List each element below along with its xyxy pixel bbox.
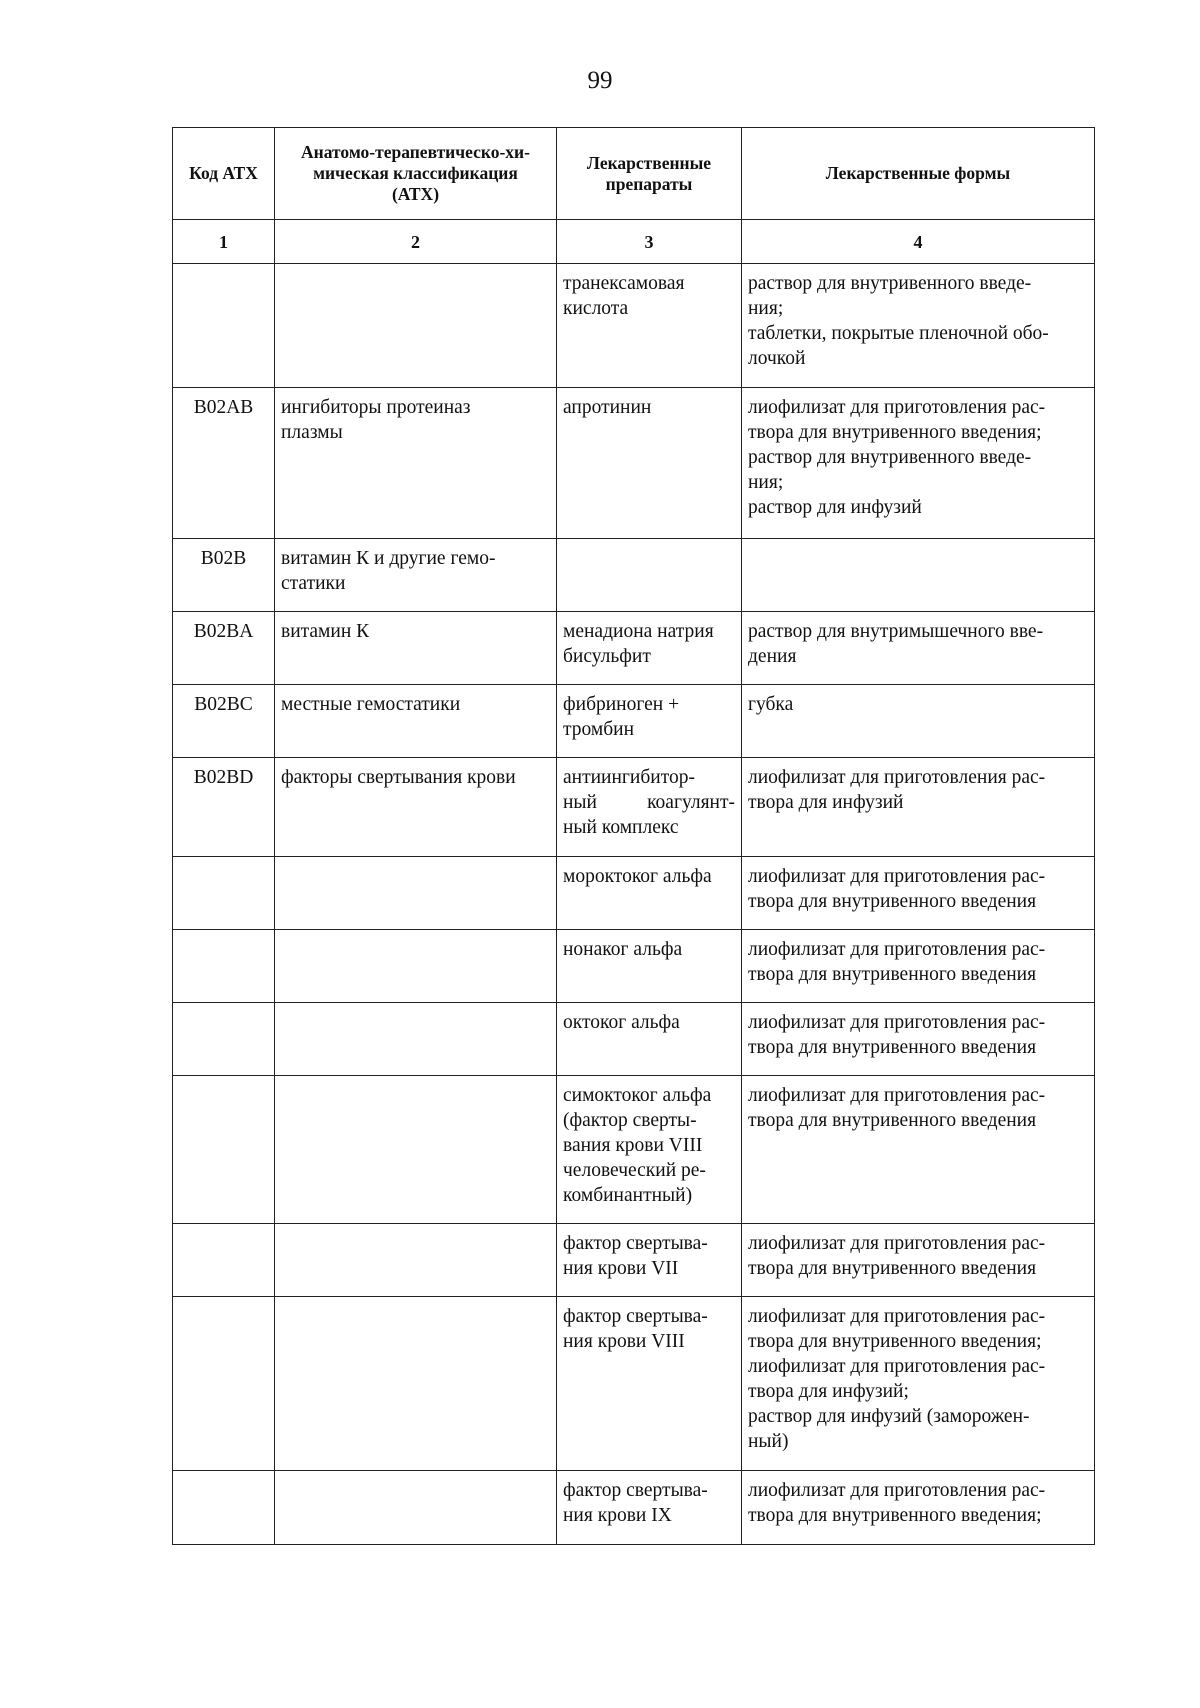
table-row (173, 1471, 1095, 1545)
header-line: препараты (605, 173, 693, 194)
table-row (173, 388, 1095, 539)
forms-line: ния; (748, 472, 784, 493)
classification-line: статики (281, 573, 346, 594)
table-row (173, 612, 1095, 685)
dosage-form-cell (742, 857, 1095, 930)
forms-line: лиофилизат для приготовления рас- (748, 1085, 1046, 1106)
forms-line: таблетки, покрытые пленочной обо- (748, 323, 1049, 344)
header-line: Лекарственные (586, 152, 712, 173)
atx-code-cell: B02BD (173, 758, 275, 857)
dosage-form-cell (742, 1224, 1095, 1297)
table-row (173, 930, 1095, 1003)
atx-code-cell (173, 857, 275, 930)
drug-cell (557, 1297, 742, 1471)
column-number-row (173, 220, 1095, 264)
drug-line: человеческий ре- (563, 1160, 706, 1181)
forms-line: ный) (748, 1431, 789, 1452)
drug-line: нонаког альфа (563, 939, 683, 960)
table-row (173, 1003, 1095, 1076)
drug-line: фибриноген + (563, 694, 680, 715)
page-number: 99 (587, 67, 613, 94)
forms-line: раствор для инфузий (748, 497, 922, 518)
atx-code-cell (173, 264, 275, 388)
dosage-form-cell (742, 388, 1095, 539)
forms-line: твора для внутривенного введения (748, 891, 1037, 912)
forms-line: губка (748, 694, 794, 715)
dosage-form-cell (742, 758, 1095, 857)
drug-cell (557, 758, 742, 857)
column-number: 1 (173, 220, 275, 264)
header-line: (АТХ) (391, 184, 440, 204)
table-row (173, 1076, 1095, 1224)
classification-cell (275, 388, 557, 539)
atx-code-cell (173, 930, 275, 1003)
classification-cell (275, 930, 557, 1003)
classification-cell (275, 1076, 557, 1224)
forms-line: твора для внутривенного введения; (748, 422, 1042, 443)
classification-line: местные гемостатики (281, 694, 461, 715)
classification-cell (275, 1224, 557, 1297)
dosage-form-cell (742, 264, 1095, 388)
drug-line: фактор свертыва- (563, 1480, 708, 1501)
table-row (173, 857, 1095, 930)
forms-line: раствор для внутривенного введе- (748, 447, 1032, 468)
drug-line: апротинин (563, 397, 652, 418)
column-number: 2 (275, 220, 557, 264)
drug-cell (557, 388, 742, 539)
classification-cell (275, 264, 557, 388)
header-line: Анатомо-терапевтическо-хи- (301, 142, 530, 162)
forms-line: твора для внутривенного введения (748, 1110, 1037, 1131)
dosage-form-cell (742, 1003, 1095, 1076)
forms-line: лиофилизат для приготовления рас- (748, 1356, 1046, 1377)
drug-cell (557, 1224, 742, 1297)
atx-code-cell (173, 1224, 275, 1297)
drug-line: тромбин (563, 719, 635, 740)
forms-line: раствор для внутривенного введе- (748, 273, 1032, 294)
table-row (173, 1297, 1095, 1471)
forms-line: лиофилизат для приготовления рас- (748, 397, 1046, 418)
dosage-form-cell (742, 1471, 1095, 1545)
atx-code-cell: B02AB (173, 388, 275, 539)
classification-cell (275, 685, 557, 758)
drug-line: (фактор сверты- (563, 1110, 697, 1131)
drug-line: бисульфит (563, 646, 651, 667)
column-number: 4 (742, 220, 1095, 264)
forms-line: лиофилизат для приготовления рас- (748, 1306, 1046, 1327)
atx-code-cell: B02B (173, 539, 275, 612)
classification-cell (275, 612, 557, 685)
drug-cell (557, 1076, 742, 1224)
table-row (173, 685, 1095, 758)
forms-line: твора для внутривенного введения (748, 1037, 1037, 1058)
dosage-form-cell (742, 685, 1095, 758)
drug-line: фактор свертыва- (563, 1233, 708, 1254)
drug-cell (557, 539, 742, 612)
forms-line: лиофилизат для приготовления рас- (748, 866, 1046, 887)
atx-code-cell (173, 1003, 275, 1076)
dosage-form-cell (742, 612, 1095, 685)
forms-line: лиофилизат для приготовления рас- (748, 1480, 1046, 1501)
forms-line: лиофилизат для приготовления рас- (748, 1233, 1046, 1254)
dosage-form-cell (742, 1076, 1095, 1224)
forms-line: лиофилизат для приготовления рас- (748, 1012, 1046, 1033)
table-row (173, 264, 1095, 388)
forms-line: лиофилизат для приготовления рас- (748, 767, 1046, 788)
forms-line: твора для инфузий; (748, 1381, 909, 1402)
drug-cell (557, 612, 742, 685)
dosage-form-cell (742, 930, 1095, 1003)
atx-classification-table (172, 127, 1095, 1545)
atx-code-cell (173, 1297, 275, 1471)
drug-line (563, 790, 735, 815)
classification-line: витамин К и другие гемо- (281, 548, 496, 569)
header-drugs (557, 128, 742, 220)
forms-line: раствор для инфузий (заморожен- (748, 1406, 1030, 1427)
forms-line: дения (748, 646, 797, 667)
drug-cell (557, 264, 742, 388)
drug-cell (557, 685, 742, 758)
classification-cell (275, 857, 557, 930)
classification-cell (275, 1297, 557, 1471)
header-atx-classification (275, 128, 557, 220)
table-row (173, 758, 1095, 857)
drug-cell (557, 1471, 742, 1545)
column-number: 3 (557, 220, 742, 264)
drug-line: ния крови VIII (563, 1331, 685, 1352)
word: коагулянт- (647, 792, 735, 813)
classification-line: ингибиторы протеиназ (281, 397, 471, 418)
classification-cell (275, 539, 557, 612)
drug-cell (557, 857, 742, 930)
forms-line: лочкой (748, 348, 806, 369)
drug-line: ния крови VII (563, 1258, 679, 1279)
forms-line: лиофилизат для приготовления рас- (748, 939, 1046, 960)
drug-line: ный комплекс (563, 817, 679, 838)
classification-line: витамин К (281, 621, 370, 642)
drug-line: транексамовая (563, 273, 685, 294)
drug-line: комбинантный) (563, 1185, 693, 1206)
dosage-form-cell (742, 1297, 1095, 1471)
table-row (173, 1224, 1095, 1297)
forms-line: твора для внутривенного введения; (748, 1505, 1042, 1526)
drug-line: фактор свертыва- (563, 1306, 708, 1327)
forms-line: твора для внутривенного введения (748, 964, 1037, 985)
word: ный (563, 792, 597, 813)
atx-code-cell: B02BC (173, 685, 275, 758)
drug-line: кислота (563, 298, 629, 319)
table-row (173, 539, 1095, 612)
header-atx-code: Код АТХ (173, 128, 275, 220)
drug-line: октоког альфа (563, 1012, 680, 1033)
atx-code-cell (173, 1076, 275, 1224)
drug-line: симоктоког альфа (563, 1085, 712, 1106)
header-line: мическая классификация (313, 163, 518, 183)
atx-code-cell: B02BA (173, 612, 275, 685)
drug-line: ния крови IX (563, 1505, 672, 1526)
classification-cell (275, 1003, 557, 1076)
drug-cell (557, 930, 742, 1003)
dosage-form-cell (742, 539, 1095, 612)
atx-code-cell (173, 1471, 275, 1545)
drug-line: менадиона натрия (563, 621, 714, 642)
drug-line: антиингибитор- (563, 767, 695, 788)
drug-cell (557, 1003, 742, 1076)
forms-line: раствор для внутримышечного вве- (748, 621, 1044, 642)
table-header-row (173, 128, 1095, 220)
forms-line: твора для внутривенного введения (748, 1258, 1037, 1279)
classification-line: факторы свертывания крови (281, 767, 516, 788)
forms-line: твора для внутривенного введения; (748, 1331, 1042, 1352)
classification-cell (275, 758, 557, 857)
drug-line: вания крови VIII (563, 1135, 703, 1156)
forms-line: твора для инфузий (748, 792, 904, 813)
classification-line: плазмы (281, 422, 343, 443)
classification-cell (275, 1471, 557, 1545)
drug-line: мороктоког альфа (563, 866, 712, 887)
forms-line: ния; (748, 298, 784, 319)
header-dosage-forms: Лекарственные формы (742, 128, 1095, 220)
